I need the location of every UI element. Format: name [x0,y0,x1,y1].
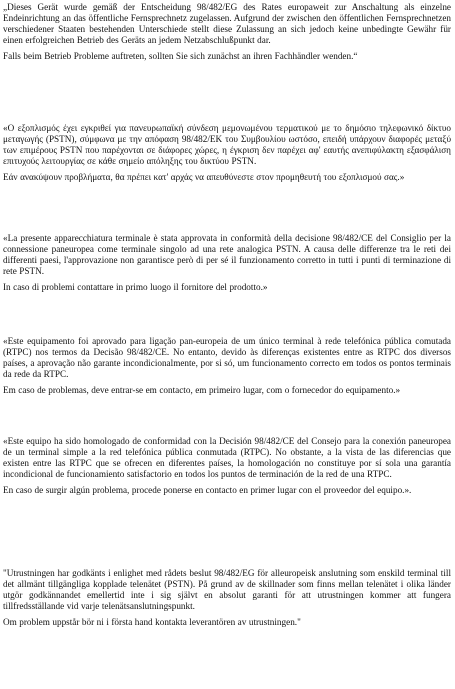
paragraph: Εάν ανακύψουν προβλήματα, θα πρέπει κατ' αρχάς να απευθύνεστε στον προμηθευτή του εξοπλισμού σας.» [3,171,405,182]
notice-swedish [3,568,451,628]
paragraph: «La presente apparecchiatura terminale è stata approvata in conformità della decisione 98/482/CE del Consiglio per la connessione paneuropea come terminale singolo ad una rete analogica PSTN. A causa delle differenze tra le reti dei differenti paesi, l'approvazione non garantisce però di per sé il funzionamento corretto in tutti i punti di terminazione di rete PSTN. [3,233,451,276]
notice-german [3,2,451,62]
paragraph: En caso de surgir algún problema, procede ponerse en contacto en primer lugar con el proveedor del equipo.». [3,484,412,495]
notice-greek [3,123,451,183]
paragraph: «Ο εξοπλισμός έχει εγκριθεί για πανευρωπαϊκή σύνδεση μεμονωμένου τερματικού με το δημόσιο τηλεφωνικό δίκτυο μεταγωγής (PSTN), σύμφωνα με την απόφαση 98/482/ΕΚ του Συμβουλίου ωστόσο, επειδή υπάρχουν διαφορές μεταξύ των επιμέρους PSTN που παρέχονται σε διάφορες χώρες, η έγκριση δεν παρέχει αφ' εαυτής ανεπιφύλακτη εξασφάλιση επιτυχούς λειτουργίας σε κάθε σημείο απόληξης του δικτύου PSTN. [3,123,451,166]
paragraph: Falls beim Betrieb Probleme auftreten, sollten Sie sich zunächst an ihren Fachhändler wenden.“ [3,50,358,61]
paragraph: Em caso de problemas, deve entrar-se em contacto, em primeiro lugar, com o fornecedor do equipamento.» [3,384,401,395]
paragraph: In caso di problemi contattare in primo luogo il fornitore del prodotto.» [3,281,268,292]
paragraph: «Este equipamento foi aprovado para ligação pan-europeia de um único terminal à rede telefónica pública comutada (RTPC) nos termos da Decisão 98/482/CE. No entanto, devido às diferenças existentes entre as RTPC dos diversos países, a aprovação não garante incondicionalmente, por si só, um funcionamento correcto em todos os pontos terminais da rede da RTPC. [3,336,451,379]
paragraph: "Utrustningen har godkänts i enlighet med rådets beslut 98/482/EG för alleuropeisk anslutning som enskild terminal till det allmänt tillgängliga kopplade telenätet (PSTN). På grund av de skillnader som finns mellan telenätet i olika länder utgör godkännandet emellertid inte i sig självt en absolut garanti för att utrustningen kommer att fungera tillfredsställande vid varje telenätsanslutningspunkt. [3,568,451,611]
paragraph: Om problem uppstår bör ni i första hand kontakta leverantören av utrustningen." [3,616,301,627]
notice-spanish [3,436,451,496]
notice-italian [3,233,451,293]
paragraph: „Dieses Gerät wurde gemäß der Entscheidung 98/482/EG des Rates europaweit zur Anschaltung als einzelne Endeinrichtung an das öffentliche Fernsprechnetz zugelassen. Aufgrund der zwischen den öffentlichen Fernsprechnetzen verschiedener Staaten bestehenden Unterschiede stellt diese Zulassung an sich jedoch keine unbedingte Gewähr für einen erfolgreichen Betrieb des Geräts an jedem Netzabschlußpunkt dar. [3,2,451,45]
paragraph: «Este equipo ha sido homologado de conformidad con la Decisión 98/482/CE del Consejo para la conexión paneuropea de un terminal simple a la red telefónica pública conmutada (RTPC). No obstante, a la vista de las diferencias que existen entre las RTPC que se ofrecen en diferentes países, la homologación no constituye por sí sola una garantía incondicional de funcionamiento satisfactorio en todos los puntos de terminación de la red de una RTPC. [3,436,451,479]
notice-portuguese [3,336,451,396]
